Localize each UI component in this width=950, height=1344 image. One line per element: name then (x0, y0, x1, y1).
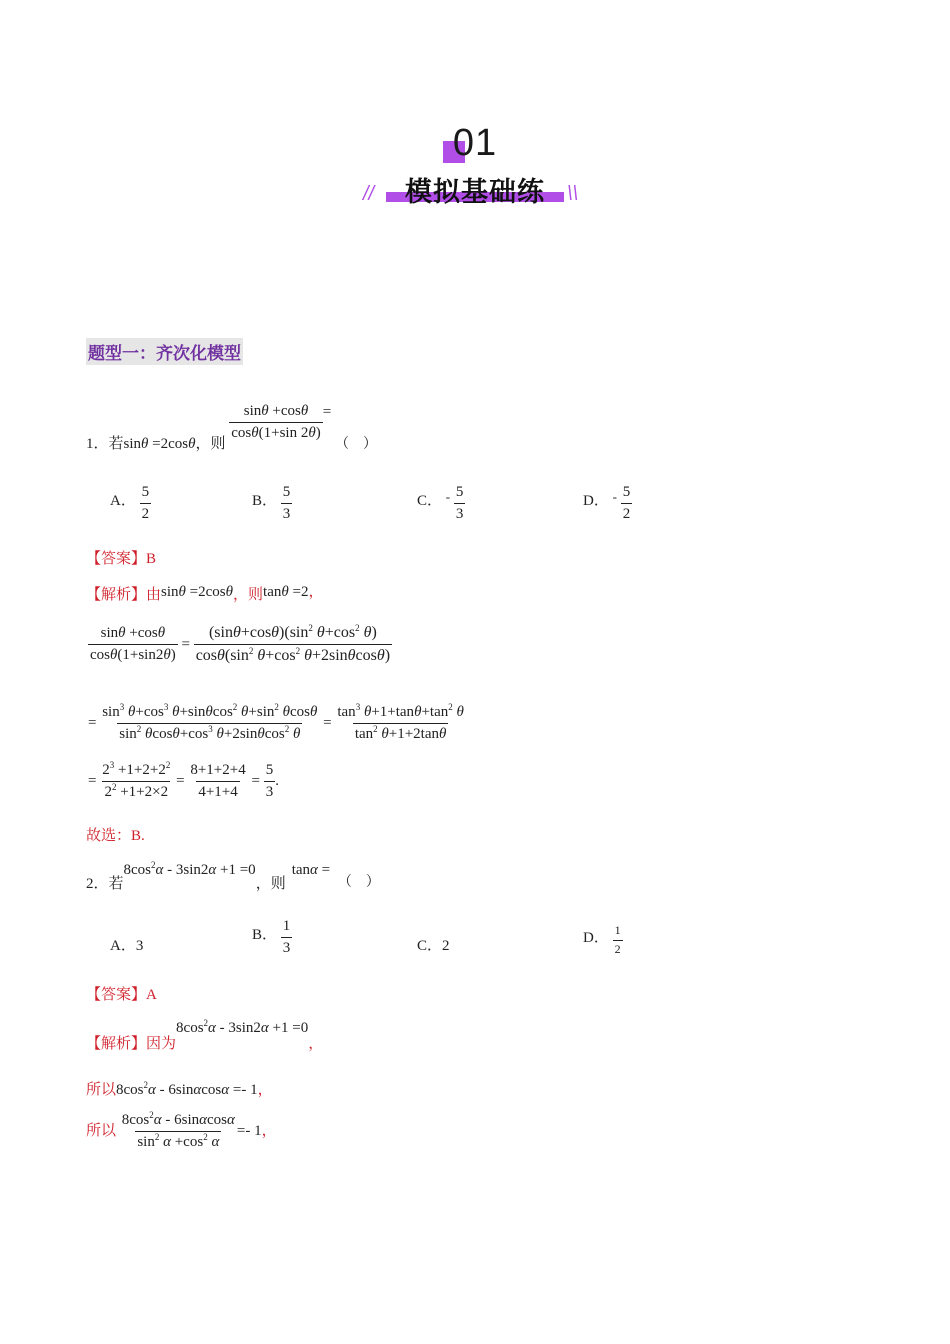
section-title: 题型一：齐次化模型 (86, 338, 243, 365)
question-2 (86, 858, 380, 892)
q1-paren: （ ） (334, 437, 377, 453)
q2-analysis-line3: 所以 $\frac{8\cos^2\alpha - 6\sin\alpha\cos\alpha}{\sin^2 \alpha +\cos^2 \alpha}$ =- 1， (86, 1110, 277, 1151)
q2-mid: ，则 (255, 876, 286, 892)
q1-mid: ，则 (195, 436, 226, 453)
q1-option-a: A． $\frac{5}{2}$ (110, 484, 150, 523)
question-1: 1．若sinθ =2cosθ，则 $\frac{\sin\theta +\cos\theta}{\cos\theta(1+\sin 2\theta)}$ = （ ） (86, 403, 377, 453)
header-right-mark: \\ (567, 183, 579, 205)
q1-answer: 【答案】B (86, 551, 157, 567)
q2-condition: $8\cos^2\alpha - 3\sin 2\alpha +1 =0$ (123, 860, 256, 878)
q1-prefix: 1．若 (86, 436, 124, 453)
q1-expression (229, 403, 322, 443)
q1-option-b: B． $\frac{5}{3}$ (252, 484, 291, 523)
q1-derivation-line1: $\frac{\sin\theta +\cos\theta}{\cos\theta(1+\sin 2\theta)}$ = $\frac{(\sin\theta+\cos\theta)(\sin^2 \theta+\cos^2 \theta)}{\cos\theta(\sin^2 \theta+\cos^2 \theta+2\sin\theta\cos\theta)}$ (90, 623, 391, 665)
q2-analysis-line2: 所以$8\cos^2\alpha - 6\sin\alpha\cos\alpha =- 1$， (86, 1080, 273, 1098)
header-number: 01 (452, 122, 498, 164)
q2-option-b: B． $\frac{1}{3}$ (252, 918, 291, 957)
q1-expr-num: sinθ +cosθ (243, 403, 309, 419)
q2-target: tanα = (291, 862, 331, 878)
q1-option-d: D． - $\frac{5}{2}$ (583, 484, 631, 523)
q1-analysis-line1: 【解析】由sinθ =2cosθ，则tanθ =2， (86, 584, 324, 603)
q2-option-d: D． $\frac{1}{2}$ (583, 923, 621, 956)
q1-condition: sinθ =2cosθ (123, 436, 196, 453)
q1-option-c: C． - $\frac{5}{3}$ (417, 484, 464, 523)
q2-paren: （ ） (337, 875, 380, 890)
q2-option-c: C．2 (417, 938, 450, 954)
q2-prefix: 2．若 (86, 876, 124, 892)
q1-conclusion: 故选：B. (86, 828, 145, 844)
header-title: 模拟基础练 (405, 177, 545, 208)
q2-analysis-line1: 【解析】因为$8\cos^2\alpha - 3\sin 2\alpha +1 =0$， (86, 1018, 324, 1052)
q1-expr-den: cosθ(1+sin 2θ) (229, 422, 322, 442)
q1-derivation-line2: = $\frac{\sin^3 \theta+\cos^3 \theta+\sin\theta\cos^2 \theta+\sin^2 \theta\cos\theta}{\sin^2 \theta\cos\theta+\cos^3 \theta+2\sin\theta\cos^2 \theta}$ = $\frac{\tan^3 \theta+1+\tan\theta+\tan^2 \theta}{\tan^2 \theta+1+2\tan\theta}$ (88, 702, 464, 743)
header-left-mark: // (363, 183, 375, 205)
q2-answer: 【答案】A (86, 987, 157, 1003)
q2-option-a: A．3 (110, 938, 144, 954)
q1-derivation-line3: = $\frac{2^3 +1+2+2^2}{2^2 +1+2\times 2}$ = $\frac{8+1+2+4}{4+1+4}$ = $\frac{5}{3}$ . (88, 760, 279, 801)
